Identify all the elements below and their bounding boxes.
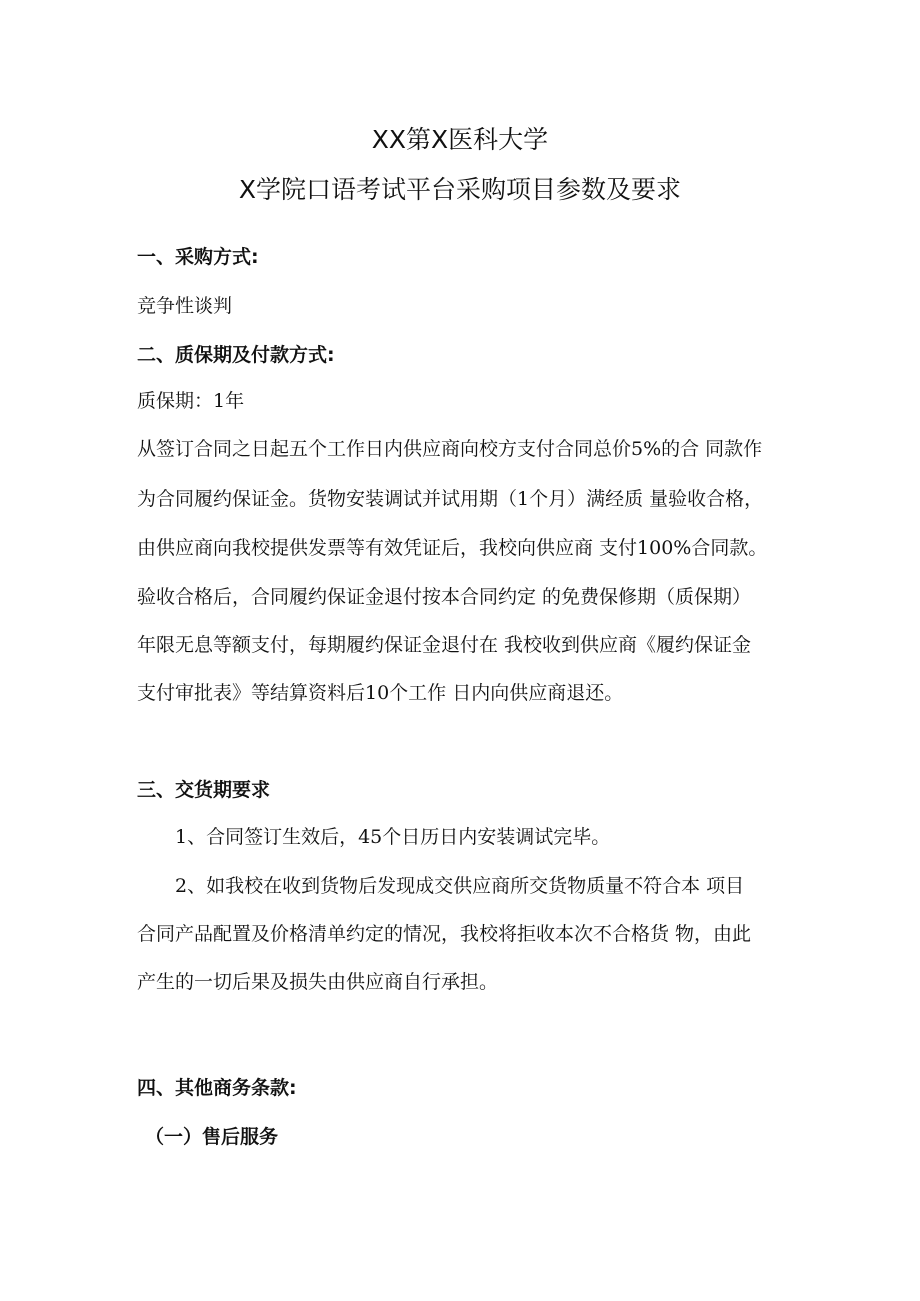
document-subtitle: X学院口语考试平台采购项目参数及要求 (238, 175, 682, 204)
section-heading-warranty-payment: 二、质保期及付款方式: (137, 344, 335, 366)
paragraph-line: 产生的一切后果及损失由供应商自行承担。 (137, 971, 499, 993)
section-heading-delivery: 三、交货期要求 (137, 779, 271, 801)
paragraph-line: 由供应商向我校提供发票等有效凭证后，我校向供应商 支付100%合同款。 (137, 537, 768, 559)
paragraph-line: 从签订合同之日起五个工作日内供应商向校方支付合同总价5%的合 同款作 (137, 438, 763, 460)
section-heading-procurement-method: 一、采购方式: (137, 246, 259, 268)
paragraph-line: 验收合格后，合同履约保证金退付按本合同约定 的免费保修期（质保期） (137, 586, 752, 608)
document-title: XX第X医科大学 (371, 125, 549, 154)
paragraph-line: 竞争性谈判 (137, 295, 233, 317)
paragraph-line: 质保期：1年 (137, 390, 245, 412)
paragraph-line: 为合同履约保证金。货物安装调试并试用期（1个月）满经质 量验收合格， (137, 488, 764, 510)
paragraph-line: 2、如我校在收到货物后发现成交供应商所交货物质量不符合本 项目 (175, 875, 745, 897)
paragraph-line: 支付审批表》等结算资料后10个工作 日内向供应商退还。 (137, 682, 624, 704)
section-heading-other-terms: 四、其他商务条款: (137, 1077, 297, 1099)
paragraph-line: 合同产品配置及价格清单约定的情况，我校将拒收本次不合格货 物，由此 (137, 923, 752, 945)
subsection-heading-after-sales: （一）售后服务 (145, 1126, 279, 1148)
paragraph-line: 年限无息等额支付，每期履约保证金退付在 我校收到供应商《履约保证金 (137, 634, 752, 656)
paragraph-line: 1、合同签订生效后，45个日历日内安装调试完毕。 (175, 826, 611, 848)
